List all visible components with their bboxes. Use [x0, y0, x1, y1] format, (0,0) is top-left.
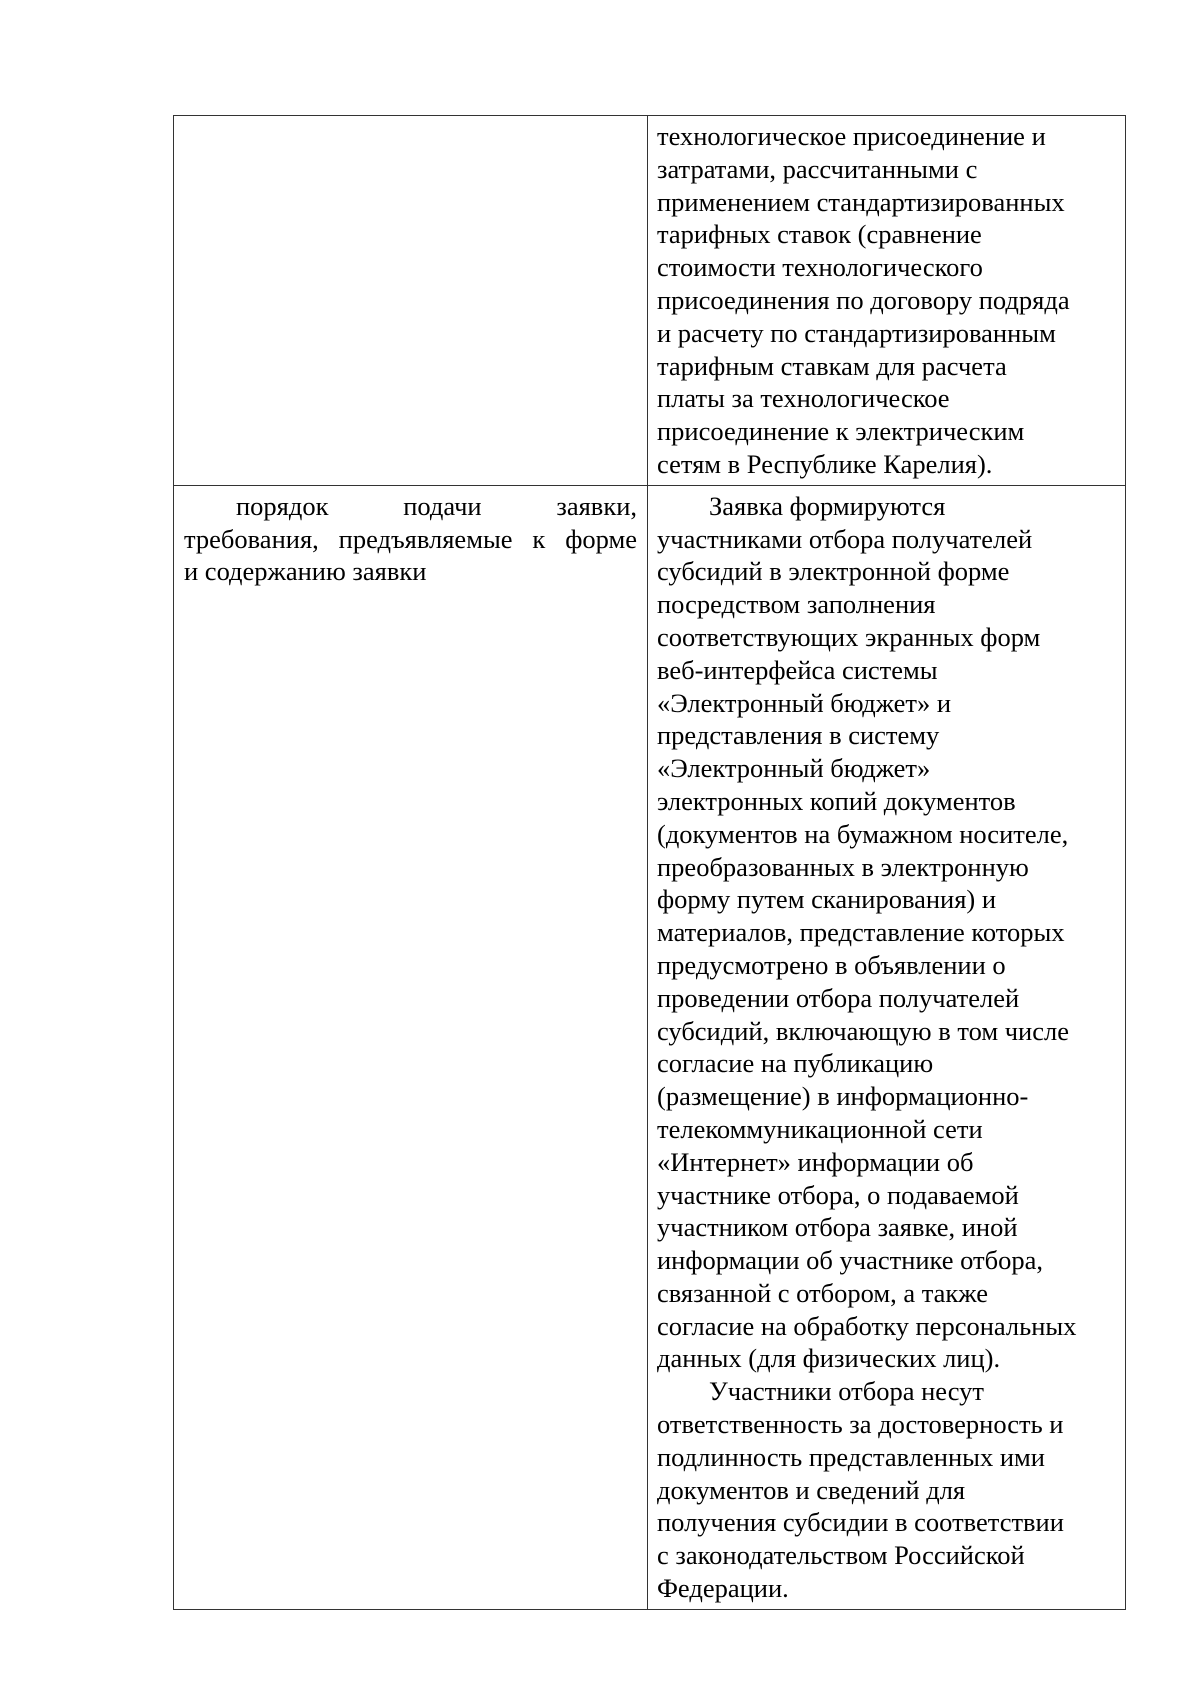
text-line: требования, предъявляемые к форме	[184, 523, 637, 554]
paragraph	[657, 1375, 1119, 1605]
text-line: документов и сведений для	[657, 1474, 966, 1505]
text-line: подлинность представленных ими	[657, 1441, 1045, 1472]
text-line: участником отбора заявке, иной	[657, 1212, 1018, 1243]
text-line: субсидий, включающую в том числе	[657, 1015, 1069, 1046]
text-line: преобразованных в электронную	[657, 851, 1029, 882]
text-line: электронных копий документов	[657, 785, 1016, 816]
table-cell-right	[648, 116, 1126, 486]
text-line: сетям в Республике Карелия).	[657, 448, 993, 479]
table-cell-left	[174, 485, 648, 1609]
text-line: тарифных ставок (сравнение	[657, 219, 982, 250]
text-line: информации об участнике отбора,	[657, 1245, 1044, 1276]
text-line: представления в систему	[657, 720, 940, 751]
text-line: соответствующих экранных форм	[657, 621, 1041, 652]
text-line: (размещение) в информационно-	[657, 1081, 1029, 1112]
text-line: Федерации.	[657, 1573, 789, 1604]
text-line: получения субсидии в соответствии	[657, 1507, 1064, 1538]
table-cell-right	[648, 485, 1126, 1609]
row-heading	[174, 486, 647, 588]
text-line: материалов, представление которых	[657, 917, 1065, 948]
text-line: посредством заполнения	[657, 589, 936, 620]
text-line: технологическое присоединение и	[657, 121, 1046, 151]
paragraph	[657, 490, 1119, 1376]
table-row	[174, 485, 1126, 1609]
text-line: связанной с отбором, а также	[657, 1277, 989, 1308]
text-line: Участники отбора несут	[709, 1376, 984, 1407]
text-line: предусмотрено в объявлении о	[657, 949, 1006, 980]
text-line: субсидий в электронной форме	[657, 556, 1010, 587]
document-table	[173, 115, 1126, 1610]
text-line: «Электронный бюджет»	[657, 753, 931, 784]
text-line: стоимости технологического	[657, 252, 983, 283]
text-line: Заявка формируются	[709, 490, 946, 521]
text-line: форму путем сканирования) и	[657, 884, 997, 915]
text-line: «Интернет» информации об	[657, 1146, 974, 1177]
text-line: участнике отбора, о подаваемой	[657, 1179, 1019, 1210]
text-line: применением стандартизированных	[657, 186, 1065, 217]
text-line: согласие на обработку персональных	[657, 1310, 1077, 1341]
text-line: затратами, рассчитанными с	[657, 153, 978, 184]
text-line: «Электронный бюджет» и	[657, 687, 952, 718]
cell-text	[648, 116, 1125, 485]
text-line: (документов на бумажном носителе,	[657, 818, 1069, 849]
text-line: проведении отбора получателей	[657, 982, 1020, 1013]
text-line: присоединения по договору подряда	[657, 284, 1070, 315]
text-line: присоединение к электрическим	[657, 416, 1025, 447]
cell-text	[648, 486, 1125, 1609]
table-cell-left-empty	[174, 116, 648, 486]
text-line: платы за технологическое	[657, 383, 950, 414]
text-line: данных (для физических лиц).	[657, 1343, 1001, 1374]
text-line: ответственность за достоверность и	[657, 1409, 1064, 1440]
text-line: и расчету по стандартизированным	[657, 317, 1056, 348]
text-line: телекоммуникационной сети	[657, 1113, 983, 1144]
text-line: с законодательством Российской	[657, 1540, 1025, 1571]
text-line: порядок подачи заявки,	[236, 490, 637, 521]
table-row	[174, 116, 1126, 486]
text-line: и содержанию заявки	[184, 556, 427, 587]
text-line: тарифным ставкам для расчета	[657, 350, 1007, 381]
text-line: согласие на публикацию	[657, 1048, 934, 1079]
text-line: участниками отбора получателей	[657, 523, 1033, 554]
text-line: веб-интерфейса системы	[657, 654, 938, 685]
